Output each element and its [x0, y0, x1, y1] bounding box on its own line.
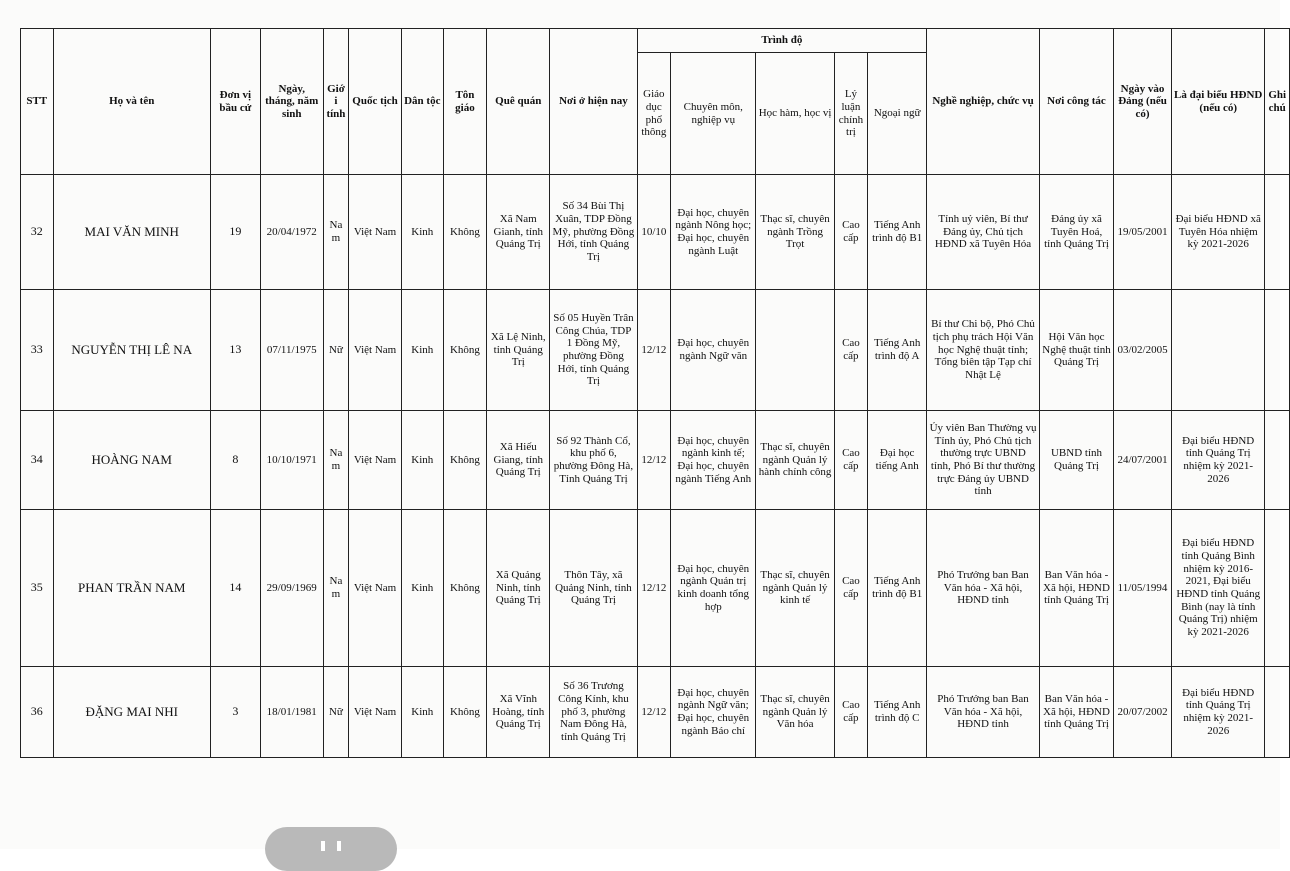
cell-political-theory: Cao cấp: [834, 510, 868, 667]
table-row: [21, 411, 1290, 510]
cell-dob: 10/10/1971: [260, 411, 323, 510]
cell-unit: 14: [210, 510, 260, 667]
cell-unit: 13: [210, 290, 260, 411]
table-row: [21, 667, 1290, 758]
cell-general-edu: 12/12: [637, 290, 671, 411]
cell-specialty: Đại học, chuyên ngành kinh tế; Đại học, chuyên ngành Tiếng Anh: [671, 411, 756, 510]
header-political-theory: Lý luận chính trị: [834, 53, 868, 175]
cell-party-date: 24/07/2001: [1114, 411, 1172, 510]
cell-political-theory: Cao cấp: [834, 411, 868, 510]
cell-degree: [756, 290, 834, 411]
cell-workplace: Đảng ủy xã Tuyên Hoá, tỉnh Quảng Trị: [1039, 175, 1113, 290]
candidate-table: [20, 28, 1290, 758]
cell-stt: 32: [21, 175, 54, 290]
cell-degree: Thạc sĩ, chuyên ngành Trồng Trọt: [756, 175, 834, 290]
header-general-edu: Giáo dục phổ thông: [637, 53, 671, 175]
cell-religion: Không: [443, 510, 487, 667]
cell-political-theory: Cao cấp: [834, 667, 868, 758]
cell-hometown: Xã Quảng Ninh, tỉnh Quảng Trị: [487, 510, 550, 667]
table-header: [21, 29, 1290, 175]
cell-degree: Thạc sĩ, chuyên ngành Quản lý hành chính công: [756, 411, 834, 510]
cell-occupation: Tỉnh uỷ viên, Bí thư Đảng ủy, Chủ tịch HĐND xã Tuyên Hóa: [927, 175, 1040, 290]
cell-foreign-language: Đại học tiếng Anh: [868, 411, 927, 510]
header-hometown: Quê quán: [487, 29, 550, 175]
cell-residence: Số 34 Bùi Thị Xuân, TDP Đồng Mỹ, phường Đồng Hới, tỉnh Quảng Trị: [550, 175, 637, 290]
cell-foreign-language: Tiếng Anh trình độ B1: [868, 510, 927, 667]
cell-degree: Thạc sĩ, chuyên ngành Quản lý Văn hóa: [756, 667, 834, 758]
cell-religion: Không: [443, 290, 487, 411]
cell-party-date: 20/07/2002: [1114, 667, 1172, 758]
cell-specialty: Đại học, chuyên ngành Ngữ văn: [671, 290, 756, 411]
cell-hometown: Xã Hiếu Giang, tỉnh Quảng Trị: [487, 411, 550, 510]
cell-ethnicity: Kinh: [401, 175, 443, 290]
cell-occupation: Phó Trưởng ban Ban Văn hóa - Xã hội, HĐND tỉnh: [927, 510, 1040, 667]
header-workplace: Nơi công tác: [1039, 29, 1113, 175]
header-religion: Tôn giáo: [443, 29, 487, 175]
cell-delegate: [1171, 290, 1264, 411]
cell-stt: 34: [21, 411, 54, 510]
header-residence: Nơi ở hiện nay: [550, 29, 637, 175]
header-party-date: Ngày vào Đảng (nếu có): [1114, 29, 1172, 175]
cell-delegate: Đại biểu HĐND tỉnh Quảng Trị nhiệm kỳ 2021-2026: [1171, 667, 1264, 758]
table-row: [21, 175, 1290, 290]
cell-religion: Không: [443, 411, 487, 510]
cell-residence: Số 92 Thành Cổ, khu phố 6, phường Đông Hà, Tỉnh Quảng Trị: [550, 411, 637, 510]
header-education-group: Trình độ: [637, 29, 927, 53]
cell-name: PHAN TRẦN NAM: [53, 510, 210, 667]
cell-foreign-language: Tiếng Anh trình độ A: [868, 290, 927, 411]
cell-nationality: Việt Nam: [349, 411, 402, 510]
cell-general-edu: 12/12: [637, 411, 671, 510]
cell-occupation: Bí thư Chi bộ, Phó Chủ tịch phụ trách Hội Văn học Nghệ thuật tỉnh; Tổng biên tập Tạp chí Nhật Lệ: [927, 290, 1040, 411]
cell-dob: 07/11/1975: [260, 290, 323, 411]
table-row: [21, 290, 1290, 411]
header-degree: Học hàm, học vị: [756, 53, 834, 175]
cell-gender: Nam: [323, 175, 348, 290]
pause-button[interactable]: [265, 827, 397, 871]
cell-note: [1265, 667, 1290, 758]
cell-stt: 36: [21, 667, 54, 758]
cell-name: ĐẶNG MAI NHI: [53, 667, 210, 758]
cell-nationality: Việt Nam: [349, 175, 402, 290]
cell-specialty: Đại học, chuyên ngành Ngữ văn; Đại học, chuyên ngành Báo chí: [671, 667, 756, 758]
cell-general-edu: 12/12: [637, 667, 671, 758]
cell-ethnicity: Kinh: [401, 667, 443, 758]
cell-workplace: Ban Văn hóa - Xã hội, HĐND tỉnh Quảng Trị: [1039, 510, 1113, 667]
header-ethnicity: Dân tộc: [401, 29, 443, 175]
cell-party-date: 11/05/1994: [1114, 510, 1172, 667]
cell-residence: Số 05 Huyền Trân Công Chúa, TDP 1 Đồng Mỹ, phường Đồng Hới, tỉnh Quảng Trị: [550, 290, 637, 411]
header-gender: Giới tính: [323, 29, 348, 175]
cell-general-edu: 10/10: [637, 175, 671, 290]
cell-unit: 3: [210, 667, 260, 758]
cell-residence: Thôn Tây, xã Quảng Ninh, tỉnh Quảng Trị: [550, 510, 637, 667]
cell-workplace: Hội Văn học Nghệ thuật tỉnh Quảng Trị: [1039, 290, 1113, 411]
cell-name: NGUYỄN THỊ LÊ NA: [53, 290, 210, 411]
header-nationality: Quốc tịch: [349, 29, 402, 175]
header-stt: STT: [21, 29, 54, 175]
cell-ethnicity: Kinh: [401, 290, 443, 411]
header-name: Họ và tên: [53, 29, 210, 175]
cell-foreign-language: Tiếng Anh trình độ C: [868, 667, 927, 758]
cell-religion: Không: [443, 175, 487, 290]
table-body: [21, 175, 1290, 758]
table-row: [21, 510, 1290, 667]
cell-specialty: Đại học, chuyên ngành Quản trị kinh doanh tổng hợp: [671, 510, 756, 667]
cell-nationality: Việt Nam: [349, 667, 402, 758]
cell-hometown: Xã Lệ Ninh, tỉnh Quảng Trị: [487, 290, 550, 411]
cell-political-theory: Cao cấp: [834, 290, 868, 411]
cell-hometown: Xã Nam Gianh, tỉnh Quảng Trị: [487, 175, 550, 290]
cell-nationality: Việt Nam: [349, 290, 402, 411]
cell-delegate: Đại biểu HĐND tỉnh Quảng Bình nhiệm kỳ 2016-2021, Đại biểu HĐND tỉnh Quảng Bình (nay là tỉnh Quảng Trị) nhiệm kỳ 2021-2026: [1171, 510, 1264, 667]
cell-stt: 33: [21, 290, 54, 411]
cell-name: HOÀNG NAM: [53, 411, 210, 510]
pause-icon: [321, 841, 341, 851]
cell-note: [1265, 290, 1290, 411]
cell-political-theory: Cao cấp: [834, 175, 868, 290]
cell-dob: 18/01/1981: [260, 667, 323, 758]
cell-dob: 20/04/1972: [260, 175, 323, 290]
header-occupation: Nghề nghiệp, chức vụ: [927, 29, 1040, 175]
cell-workplace: UBND tỉnh Quảng Trị: [1039, 411, 1113, 510]
header-specialty: Chuyên môn, nghiệp vụ: [671, 53, 756, 175]
cell-gender: Nữ: [323, 290, 348, 411]
cell-degree: Thạc sĩ, chuyên ngành Quản lý kinh tế: [756, 510, 834, 667]
header-note: Ghi chú: [1265, 29, 1290, 175]
header-dob: Ngày, tháng, năm sinh: [260, 29, 323, 175]
cell-religion: Không: [443, 667, 487, 758]
cell-note: [1265, 510, 1290, 667]
cell-delegate: Đại biểu HĐND tỉnh Quảng Trị nhiệm kỳ 2021-2026: [1171, 411, 1264, 510]
header-unit: Đơn vị bầu cử: [210, 29, 260, 175]
cell-workplace: Ban Văn hóa - Xã hội, HĐND tỉnh Quảng Trị: [1039, 667, 1113, 758]
cell-general-edu: 12/12: [637, 510, 671, 667]
cell-unit: 8: [210, 411, 260, 510]
cell-hometown: Xã Vĩnh Hoàng, tỉnh Quảng Trị: [487, 667, 550, 758]
cell-delegate: Đại biểu HĐND xã Tuyên Hóa nhiệm kỳ 2021-2026: [1171, 175, 1264, 290]
cell-gender: Nam: [323, 411, 348, 510]
header-foreign-language: Ngoại ngữ: [868, 53, 927, 175]
cell-name: MAI VĂN MINH: [53, 175, 210, 290]
cell-residence: Số 36 Trương Công Kính, khu phố 3, phường Nam Đông Hà, tỉnh Quảng Trị: [550, 667, 637, 758]
cell-specialty: Đại học, chuyên ngành Nông học; Đại học, chuyên ngành Luật: [671, 175, 756, 290]
cell-foreign-language: Tiếng Anh trình độ B1: [868, 175, 927, 290]
cell-occupation: Ủy viên Ban Thường vụ Tỉnh ủy, Phó Chủ tịch thường trực UBND tỉnh, Phó Bí thư thường trực Đảng ủy UBND tỉnh: [927, 411, 1040, 510]
cell-gender: Nam: [323, 510, 348, 667]
cell-note: [1265, 175, 1290, 290]
header-delegate: Là đại biểu HĐND (nếu có): [1171, 29, 1264, 175]
cell-nationality: Việt Nam: [349, 510, 402, 667]
cell-stt: 35: [21, 510, 54, 667]
cell-occupation: Phó Trưởng ban Ban Văn hóa - Xã hội, HĐND tỉnh: [927, 667, 1040, 758]
cell-ethnicity: Kinh: [401, 411, 443, 510]
cell-party-date: 03/02/2005: [1114, 290, 1172, 411]
cell-party-date: 19/05/2001: [1114, 175, 1172, 290]
cell-dob: 29/09/1969: [260, 510, 323, 667]
cell-ethnicity: Kinh: [401, 510, 443, 667]
cell-unit: 19: [210, 175, 260, 290]
cell-gender: Nữ: [323, 667, 348, 758]
cell-note: [1265, 411, 1290, 510]
